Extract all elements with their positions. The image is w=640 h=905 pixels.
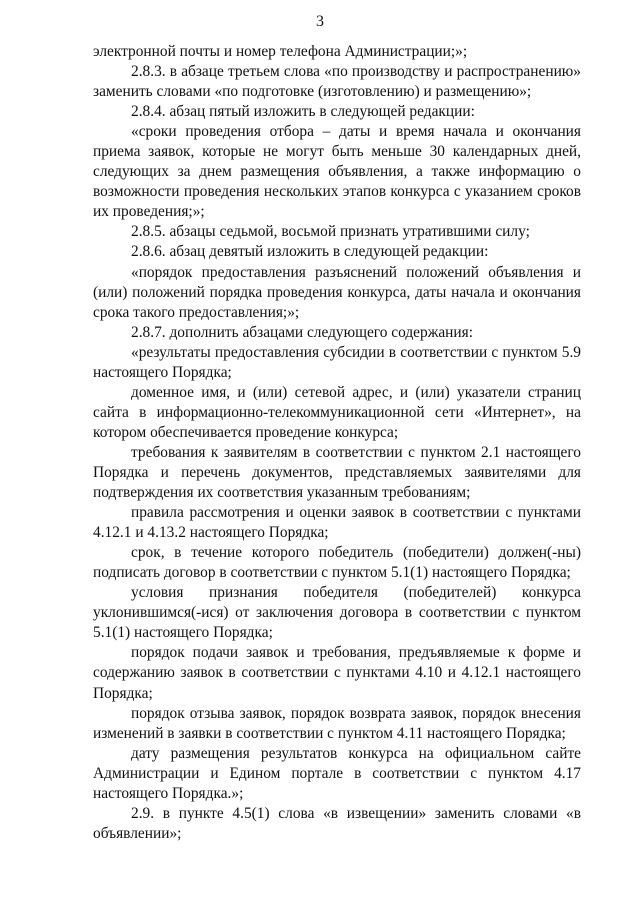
paragraph: 2.8.4. абзац пятый изложить в следующей редакции: (131, 103, 475, 121)
paragraph: 2.9. в пункте 4.5(1) слова «в извещении» заменить словами «в объявлении»; (93, 804, 581, 842)
paragraph: срок, в течение которого победитель (победители) должен(-ны) подписать договор в соответствии с пунктом 5.1(1) настоящего Порядка; (93, 544, 581, 582)
paragraph: «порядок предоставления разъяснений положений объявления и (или) положений порядка проведения конкурса, даты начала и окончания срока такого предоставления;»; (93, 263, 581, 321)
paragraph: дату размещения результатов конкурса на официальном сайте Администрации и Едином портале в соответствии с пунктом 4.17 настоящего Порядка.»; (93, 744, 581, 802)
paragraph: порядок подачи заявок и требования, предъявляемые к форме и содержанию заявок в соответствии с пунктами 4.10 и 4.12.1 настоящего Порядка; (93, 644, 581, 702)
paragraph: доменное имя, и (или) сетевой адрес, и (или) указатели страниц сайта в информационно-телекоммуникационной сети «Интернет», на котором обеспечивается проведение конкурса; (93, 383, 581, 441)
paragraph: порядок отзыва заявок, порядок возврата заявок, порядок внесения изменений в заявки в соответствии с пунктом 4.11 настоящего Порядка; (93, 704, 581, 742)
paragraph: условия признания победителя (победителей) конкурса уклонившимся(-ися) от заключения договора в соответствии с пунктом 5.1(1) настоящего Порядка; (93, 584, 581, 642)
paragraph: 2.8.6. абзац девятый изложить в следующей редакции: (131, 243, 489, 261)
paragraph: «результаты предоставления субсидии в соответствии с пунктом 5.9 настоящего Порядка; (93, 343, 581, 381)
paragraph: 2.8.5. абзацы седьмой, восьмой признать утратившими силу; (131, 223, 530, 241)
page-number: 3 (316, 13, 324, 30)
document-body (93, 42, 581, 844)
paragraph: 2.8.3. в абзаце третьем слова «по производству и распространению» заменить словами «по подготовке (изготовлению) и размещению»; (93, 63, 581, 101)
paragraph: электронной почты и номер телефона Администрации;»; (93, 43, 468, 60)
paragraph: «сроки проведения отбора – даты и время начала и окончания приема заявок, которые не могут быть меньше 30 календарных дней, следующих за днем размещения объявления, а также информацию о возможности проведения нескольких этапов конкурса с указанием сроков их проведения;»; (93, 123, 581, 221)
paragraph: правила рассмотрения и оценки заявок в соответствии с пунктами 4.12.1 и 4.13.2 настоящего Порядка; (93, 504, 581, 542)
paragraph: требования к заявителям в соответствии с пунктом 2.1 настоящего Порядка и перечень документов, представляемых заявителями для подтверждения их соответствия указанным требованиям; (93, 443, 581, 502)
paragraph: 2.8.7. дополнить абзацами следующего содержания: (131, 323, 473, 341)
